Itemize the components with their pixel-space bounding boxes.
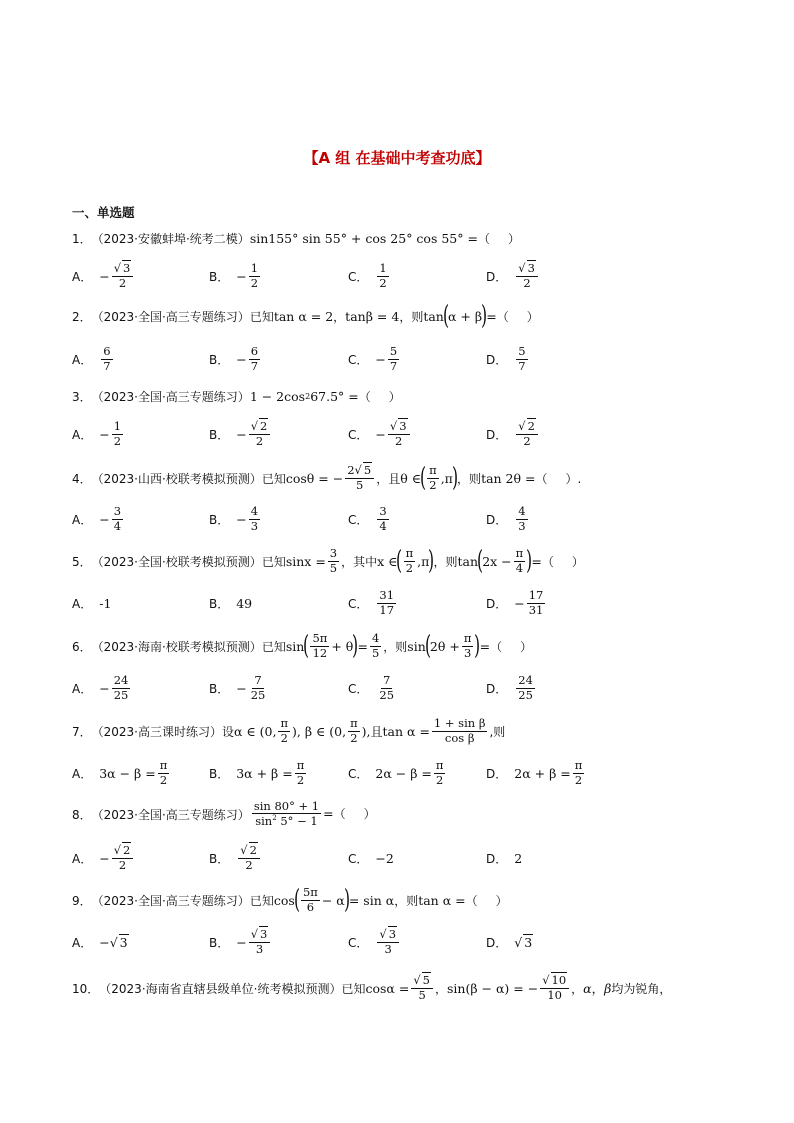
question-stem: sin155° sin 55° + cos 25° cos 55° = （ ） [249,230,520,246]
answer-blank: （ ）. [535,471,582,486]
option-b[interactable]: B． 49 [209,595,253,611]
stem-text: 已知 [249,893,274,908]
option-a[interactable]: A． − $\frac{3}{4}$ [72,504,122,533]
stem-math: $\frac{\sin 80^\circ + 1}{\sin^2 5^\circ - 1}$ = （ ） [253,798,376,828]
question-3 [72,383,401,409]
stem-math: θ ∈ ( $\frac{\pi}{2}$ ,π ) [400,463,459,493]
stem-text: ，其中 [341,554,378,569]
stem-text: 均为锐角， [611,981,672,996]
option-d[interactable]: D． 2α + β = $\frac{\pi}{2}$ [486,758,583,787]
question-number: 9． [72,893,92,908]
page-title: 【A 组 在基础中考查功底】 [303,149,491,167]
option-c[interactable]: C． $\frac{1}{2}$ [348,261,387,290]
options-6 [72,669,772,707]
question-2 [72,303,539,329]
stem-math: tan ( 2x − $\frac{\pi}{4}$ ) = （ ） [457,546,584,576]
stem-math: tan α = （ ） [418,892,508,908]
option-d[interactable]: D． √ 3 [486,934,533,950]
stem-text: ,则 [489,724,506,739]
option-c[interactable]: C． $\frac{7}{25}$ [348,673,395,702]
stem-math: tan 2θ = [481,470,536,486]
stem-text: 已知 [261,639,286,654]
option-b[interactable]: B． − $\frac{√ 3}{3}$ [209,923,272,961]
question-source: （2023·海南·校联考模拟预测） [91,639,262,654]
question-source: （2023·全国·高三专题练习） [91,893,250,908]
option-a[interactable]: A． $\frac{6}{7}$ [72,344,111,373]
option-a[interactable]: A． − $\frac{√ 3}{2}$ [72,257,135,295]
question-number: 3． [72,389,92,404]
question-10 [72,970,671,1006]
stem-math: tan ( α + β ) = （ ） [423,301,539,331]
stem-math: α ， β [583,980,612,996]
question-source: （2023·全国·高三专题练习） [91,807,250,822]
stem-text: 已知 [341,981,366,996]
stem-math: sinx = $\frac{3}{5}$ [285,546,338,575]
question-7 [72,715,505,747]
stem-text: ，则 [457,471,482,486]
stem-math: tan α = 2 [273,308,334,324]
option-d[interactable]: D． − $\frac{17}{31}$ [486,588,544,617]
question-number: 5． [72,554,92,569]
option-b[interactable]: B． − $\frac{√ 2}{2}$ [209,415,272,453]
option-c[interactable]: C． $\frac{√ 3}{3}$ [348,923,401,961]
stem-math: α ∈ (0, $\frac{\pi}{2}$ ), β ∈ (0, $\frac{\pi}{2}$ ), [234,716,371,745]
options-7 [72,754,772,792]
section-heading: 一、单选题 [72,205,135,220]
question-number: 6． [72,639,92,654]
stem-text: ， [434,981,447,996]
question-source: （2023·山西·校联考模拟预测） [91,471,262,486]
stem-math: x ∈ ( $\frac{\pi}{2}$ ,π ) [377,546,435,576]
stem-text: 已知 [261,554,286,569]
option-b[interactable]: B． − $\frac{7}{25}$ [209,673,266,702]
stem-text: ，则 [433,554,458,569]
option-a[interactable]: A． -1 [72,595,112,611]
options-3 [72,415,772,453]
stem-text: ，则 [383,639,408,654]
option-b[interactable]: B． − $\frac{4}{3}$ [209,504,259,533]
options-9 [72,923,772,961]
option-b[interactable]: B． 3α + β = $\frac{\pi}{2}$ [209,758,305,787]
question-5 [72,545,584,577]
stem-math: cosθ = − $\frac{2√ 5}{5}$ [286,464,376,491]
option-a[interactable]: A． − $\frac{24}{25}$ [72,673,129,702]
option-d[interactable]: D． $\frac{5}{7}$ [486,344,526,373]
option-d[interactable]: D． 2 [486,850,523,866]
question-source: （2023·全国·校联考模拟预测） [91,554,262,569]
question-source: （2023·海南省直辖县级单位·统考模拟预测） [99,981,342,996]
stem-text: ， [333,309,346,324]
stem-math: tan α = $\frac{\text{1 + sin β}}{\text{cos β}}$ [382,716,486,745]
option-c[interactable]: C． −2 [348,850,394,866]
question-1 [72,225,520,251]
option-d[interactable]: D． $\frac{4}{3}$ [486,504,526,533]
stem-text: 已知 [249,309,274,324]
question-number: 10． [72,981,100,996]
stem-math: sin(β − α) = − $\frac{√ 10}{10}$ [447,974,571,1001]
stem-math: cos ( $\frac{5\pi}{6}$ − α ) = sin α [273,885,395,915]
question-number: 7． [72,724,92,739]
option-d[interactable]: D． $\frac{√ 2}{2}$ [486,415,540,453]
option-c[interactable]: C． 2α − β = $\frac{\pi}{2}$ [348,758,444,787]
question-number: 2． [72,309,92,324]
question-source: （2023·全国·高三专题练习） [91,309,250,324]
stem-text: ， [571,981,584,996]
option-c[interactable]: C． $\frac{31}{17}$ [348,588,395,617]
option-a[interactable]: A． −√ 3 [72,934,128,950]
option-a[interactable]: A． − $\frac{1}{2}$ [72,419,122,448]
question-number: 4． [72,471,92,486]
options-2 [72,340,772,378]
options-4 [72,500,772,538]
stem-math: tanβ = 4 [345,308,400,324]
option-b[interactable]: B． $\frac{√ 2}{2}$ [209,839,262,877]
stem-text: 已知 [261,471,286,486]
question-6 [72,630,532,662]
stem-text: ，且 [376,471,401,486]
stem-math: cosα = $\frac{√ 5}{5}$ [365,974,435,1001]
question-source: （2023·安徽蚌埠·统考二模） [91,231,250,246]
question-source: （2023·全国·高三专题练习） [91,389,250,404]
option-c[interactable]: C． $\frac{3}{4}$ [348,504,387,533]
option-a[interactable]: A． 3α − β = $\frac{\pi}{2}$ [72,758,168,787]
option-d[interactable]: D． $\frac{24}{25}$ [486,673,533,702]
option-b[interactable]: B． − $\frac{6}{7}$ [209,344,259,373]
options-1 [72,257,772,295]
option-c[interactable]: C． − $\frac{5}{7}$ [348,344,398,373]
stem-text: ，则 [399,309,424,324]
stem-text: 且 [370,724,383,739]
question-9 [72,884,508,916]
options-8 [72,839,772,877]
stem-math: sin ( 2θ + $\frac{\pi}{3}$ ) = （ ） [407,631,533,661]
question-stem: 1 − 2cos 2 67.5° = （ ） [249,388,401,404]
question-number: 1． [72,231,92,246]
stem-text: ，则 [394,893,419,908]
option-a[interactable]: A． − $\frac{√ 2}{2}$ [72,839,135,877]
question-4 [72,462,581,494]
stem-text: 设 [222,724,235,739]
question-source: （2023·高三课时练习） [91,724,222,739]
option-b[interactable]: B． − $\frac{1}{2}$ [209,261,259,290]
option-d[interactable]: D． $\frac{√ 3}{2}$ [486,257,540,295]
question-number: 8． [72,807,92,822]
option-c[interactable]: C． − $\frac{√ 3}{2}$ [348,415,412,453]
stem-math: sin ( $\frac{5\pi}{12}$ + θ ) = $\frac{4}{5}$ [285,631,380,661]
question-8 [72,798,376,830]
options-5 [72,584,772,622]
